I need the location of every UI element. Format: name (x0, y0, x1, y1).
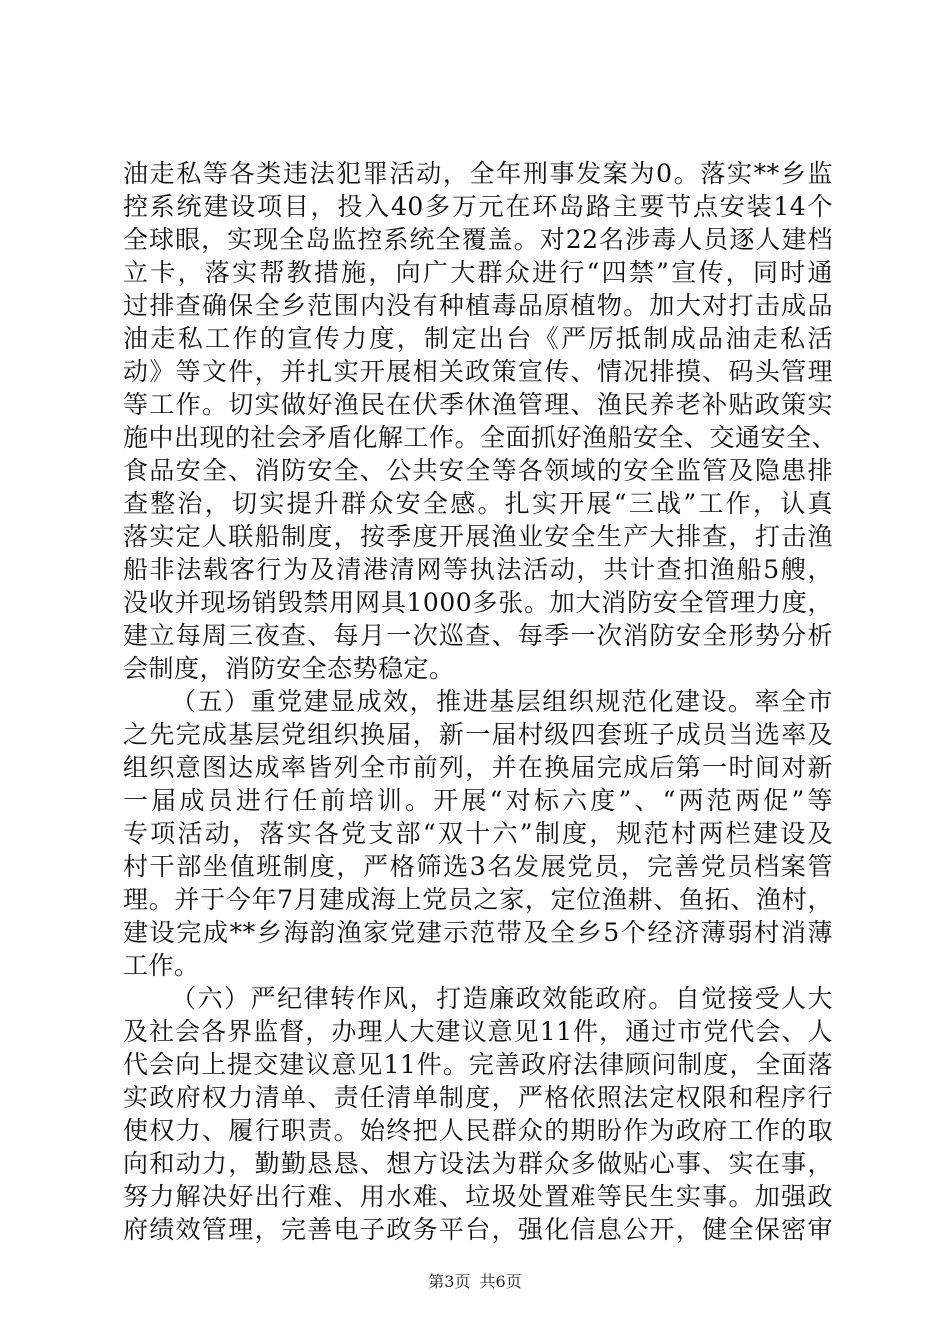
text-line: 一届成员进行任前培训。开展“对标六度”、“两范两促”等 (123, 786, 833, 815)
text-line: 村干部坐值班制度，严格筛选3名发展党员，完善党员档案管 (123, 852, 833, 881)
text-line: 使权力、履行职责。始终把人民群众的期盼作为政府工作的取 (123, 1116, 833, 1145)
text-line: 控系统建设项目，投入40多万元在环岛路主要节点安装14个 (123, 192, 833, 221)
text-line: 油走私工作的宣传力度，制定出台《严厉抵制成品油走私活 (123, 324, 833, 353)
text-line: 建设完成**乡海韵渔家党建示范带及全乡5个经济薄弱村消薄 (123, 918, 833, 947)
text-line: 施中出现的社会矛盾化解工作。全面抓好渔船安全、交通安全、 (123, 423, 838, 452)
text-line: 查整治，切实提升群众安全感。扎实开展“三战”工作，认真 (123, 489, 833, 518)
text-line: 理。并于今年7月建成海上党员之家，定位渔耕、鱼拓、渔村， (123, 885, 833, 914)
document-body (123, 157, 838, 1246)
text-line: 全球眼，实现全岛监控系统全覆盖。对22名涉毒人员逐人建档 (123, 225, 833, 254)
text-line: 建立每周三夜查、每月一次巡查、每季一次消防安全形势分析 (123, 621, 833, 650)
text-line: 实政府权力清单、责任清单制度，严格依照法定权限和程序行 (123, 1083, 833, 1112)
text-line: 动》等文件，并扎实开展相关政策宣传、情况排摸、码头管理 (123, 357, 833, 386)
text-line: 过排查确保全乡范围内没有种植毒品原植物。加大对打击成品 (123, 291, 833, 320)
page-footer (0, 1272, 950, 1292)
text-line: 船非法载客行为及清港清网等执法活动，共计查扣渔船5艘， (123, 555, 833, 584)
text-line: 代会向上提交建议意见11件。完善政府法律顾问制度，全面落 (123, 1050, 833, 1079)
page-number: 第3页 (428, 1272, 471, 1291)
text-line: 府绩效管理，完善电子政务平台，强化信息公开，健全保密审 (123, 1215, 833, 1244)
text-line: 及社会各界监督，办理人大建议意见11件，通过市党代会、人 (123, 1017, 833, 1046)
text-line: 立卡，落实帮教措施，向广大群众进行“四禁”宣传，同时通 (123, 258, 833, 287)
text-line: （五）重党建显成效，推进基层组织规范化建设。率全市 (171, 687, 833, 716)
text-line: 油走私等各类违法犯罪活动，全年刑事发案为0。落实**乡监 (123, 159, 833, 188)
page-total: 共6页 (479, 1272, 522, 1291)
text-line: 没收并现场销毁禁用网具1000多张。加大消防安全管理力度， (123, 588, 833, 617)
text-line: 组织意图达成率皆列全市前列，并在换届完成后第一时间对新 (123, 753, 833, 782)
text-line: 食品安全、消防安全、公共安全等各领域的安全监管及隐患排 (123, 456, 833, 485)
text-line: 工作。 (123, 951, 200, 980)
text-line: 落实定人联船制度，按季度开展渔业安全生产大排查，打击渔 (123, 522, 833, 551)
text-line: 努力解决好出行难、用水难、垃圾处置难等民生实事。加强政 (123, 1182, 833, 1211)
text-line: 之先完成基层党组织换届，新一届村级四套班子成员当选率及 (123, 720, 833, 749)
text-line: （六）严纪律转作风，打造廉政效能政府。自觉接受人大 (171, 984, 833, 1013)
text-line: 等工作。切实做好渔民在伏季休渔管理、渔民养老补贴政策实 (123, 390, 833, 419)
text-line: 向和动力，勤勤恳恳、想方设法为群众多做贴心事、实在事， (123, 1149, 833, 1178)
text-line: 会制度，消防安全态势稳定。 (123, 654, 455, 683)
text-line: 专项活动，落实各党支部“双十六”制度，规范村两栏建设及 (123, 819, 833, 848)
